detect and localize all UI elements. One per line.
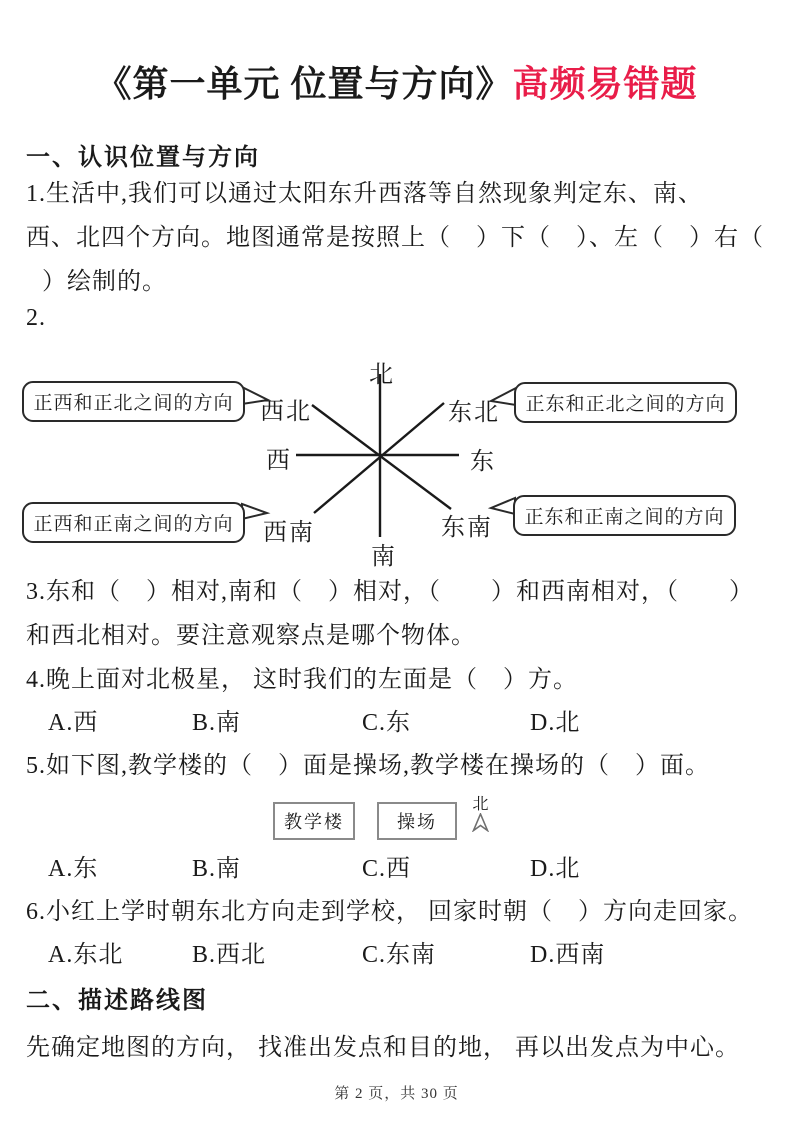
- page-title-main: 《第一单元 位置与方向》: [95, 64, 513, 104]
- north-indicator-label: 北: [472, 796, 489, 813]
- question-5-options: [0, 848, 793, 880]
- q6-option-a: A.东北: [48, 942, 124, 968]
- compass-label-west: 西: [266, 448, 292, 474]
- q5-option-a: A.东: [48, 856, 99, 882]
- callout-southwest-text: 正西和正南之间的方向: [33, 514, 234, 535]
- section-two-heading: 二、描述路线图: [26, 987, 208, 1014]
- q4-option-a: A.西: [48, 710, 99, 736]
- teaching-building-box: [273, 802, 355, 840]
- callout-northwest: [22, 381, 245, 422]
- q6-option-c: C.东南: [362, 942, 437, 968]
- callout-tail-se: [491, 498, 515, 514]
- callout-southwest: [22, 502, 245, 543]
- q6-option-b: B.西北: [192, 942, 267, 968]
- playground-box: [377, 802, 457, 840]
- question-3: [26, 570, 777, 658]
- q5-option-c: C.西: [362, 856, 412, 882]
- question-3-line-2: 和西北相对。要注意观察点是哪个物体。: [26, 623, 476, 649]
- compass-label-northeast: 东北: [448, 400, 500, 426]
- question-3-line-1: 3.东和（ ）相对,南和（ ）相对，（ ）和西南相对，（ ）: [26, 579, 754, 605]
- callout-northeast-text: 正东和正北之间的方向: [525, 394, 726, 415]
- page-title-highlight: 高频易错题: [512, 64, 698, 104]
- page-title: [0, 56, 793, 107]
- question-5-diagram: [0, 790, 793, 850]
- compass-diagram: [0, 340, 793, 572]
- compass-label-east: 东: [470, 449, 496, 475]
- question-5-text: 5.如下图,教学楼的（ ）面是操场,教学楼在操场的（ ）面。: [26, 753, 710, 779]
- section-two-intro: 先确定地图的方向， 找准出发点和目的地， 再以出发点为中心。: [26, 1035, 740, 1061]
- question-6-text: 6.小红上学时朝东北方向走到学校， 回家时朝（ ）方向走回家。: [26, 899, 753, 925]
- playground-label: 操场: [397, 812, 437, 832]
- callout-southeast: [513, 495, 736, 536]
- compass-label-south: 南: [371, 544, 397, 570]
- question-1: [26, 172, 777, 304]
- q4-option-c: C.东: [362, 710, 412, 736]
- section-one-heading: 一、认识位置与方向: [26, 144, 260, 171]
- question-2-label: 2.: [26, 305, 46, 331]
- compass-label-southeast: 东南: [441, 515, 493, 541]
- question-4-options: [0, 702, 793, 734]
- question-4-text: 4.晚上面对北极星， 这时我们的左面是（ ）方。: [26, 667, 578, 693]
- north-arrow-icon: [472, 813, 489, 832]
- q4-option-d: D.北: [530, 710, 581, 736]
- north-indicator: [472, 796, 489, 832]
- compass-label-northwest: 西北: [260, 399, 312, 425]
- compass-label-southwest: 西南: [263, 520, 315, 546]
- callout-northeast: [514, 382, 737, 423]
- q6-option-d: D.西南: [530, 942, 606, 968]
- teaching-building-label: 教学楼: [284, 812, 344, 832]
- compass-label-north: 北: [369, 362, 395, 388]
- q5-option-b: B.南: [192, 856, 242, 882]
- question-1-line-3: ）绘制的。: [42, 269, 167, 295]
- q5-option-d: D.北: [530, 856, 581, 882]
- callout-northwest-text: 正西和正北之间的方向: [33, 393, 234, 414]
- question-1-line-2: 西、北四个方向。地图通常是按照上（ ）下（ ）、左（ ）右（: [26, 225, 764, 251]
- callout-southeast-text: 正东和正南之间的方向: [524, 507, 725, 528]
- question-1-line-1: 1.生活中,我们可以通过太阳东升西落等自然现象判定东、南、: [26, 181, 703, 207]
- page-number: 第 2 页，共 30 页: [334, 1086, 459, 1102]
- question-6-options: [0, 934, 793, 966]
- q4-option-b: B.南: [192, 710, 242, 736]
